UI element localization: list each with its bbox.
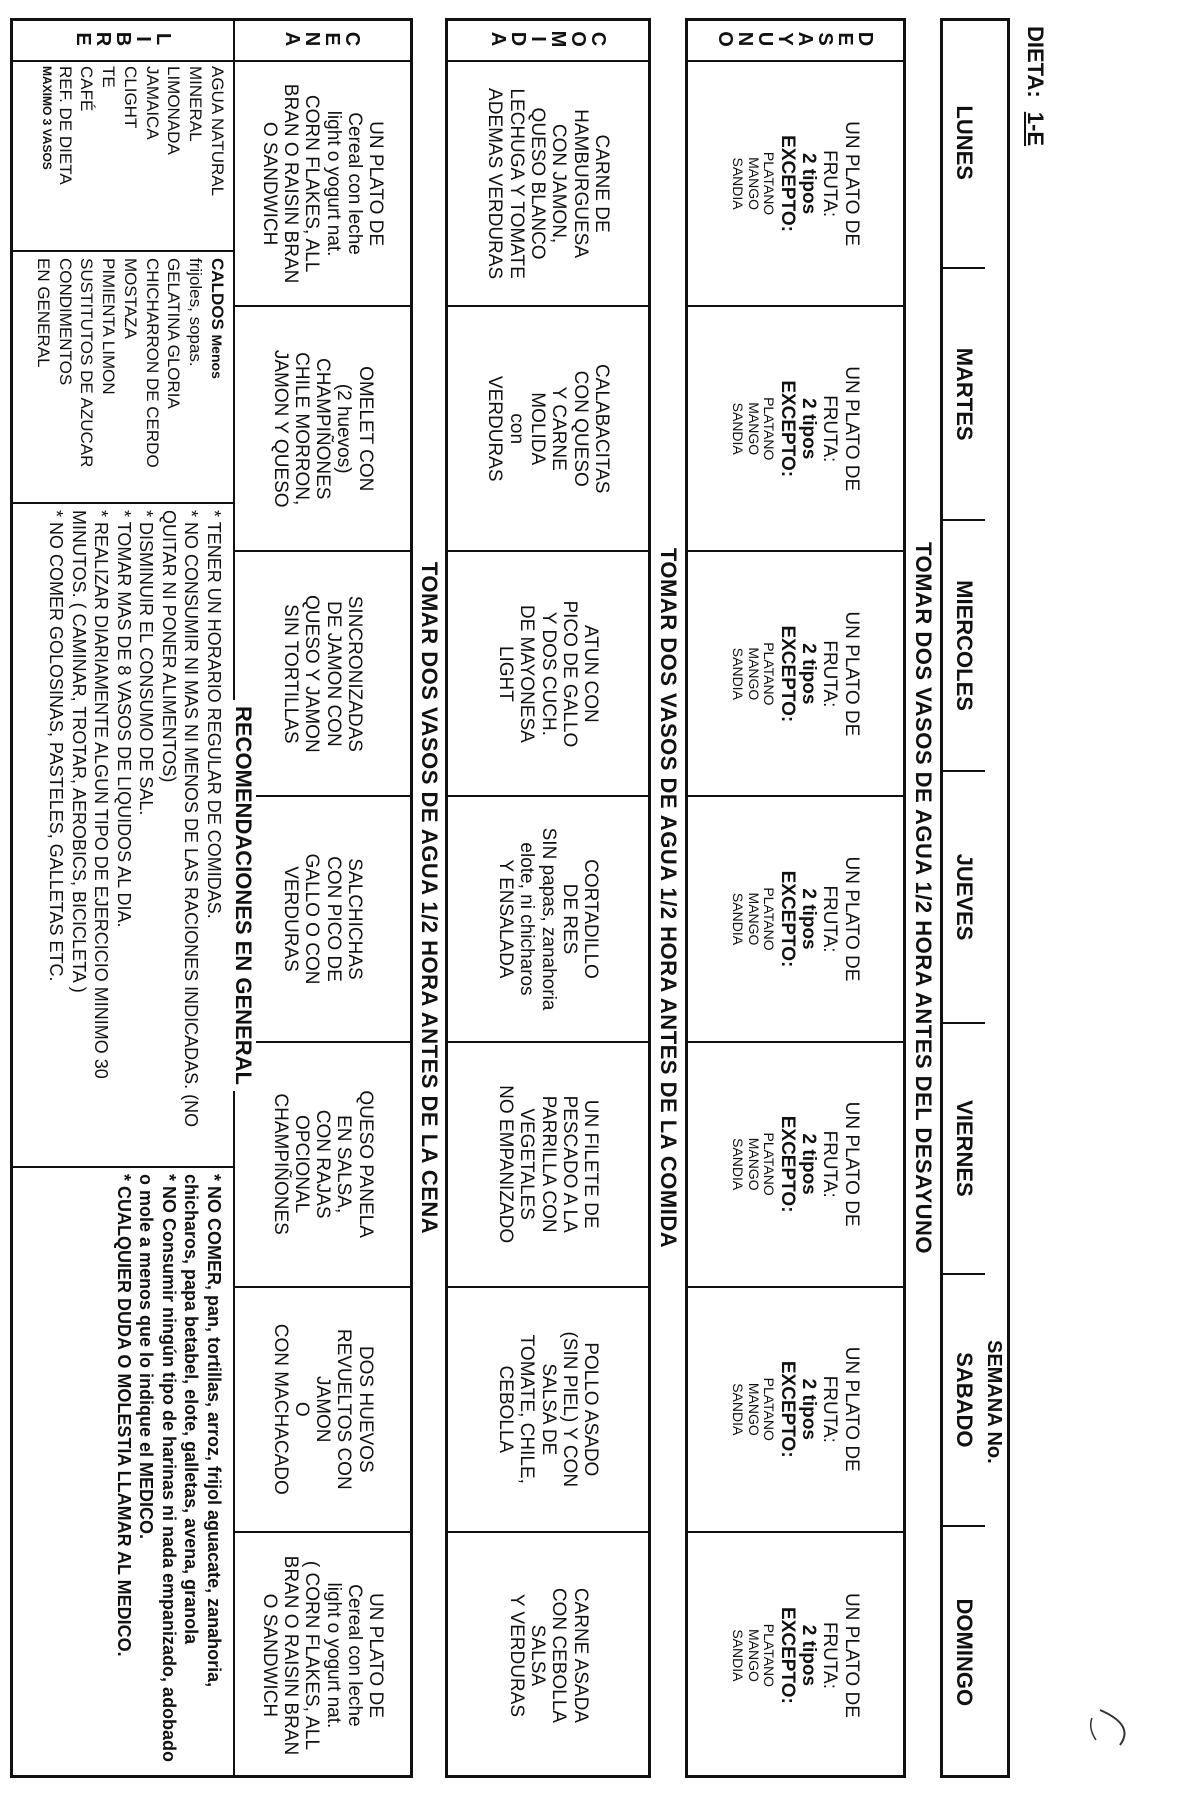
meal-line: CON CEBOLLA <box>548 1587 570 1723</box>
libre-item: GELATINA GLORIA <box>164 258 184 409</box>
label-letter: A <box>487 31 509 47</box>
fruit-line: UN PLATO DE <box>840 366 862 492</box>
cena-cell <box>235 552 410 797</box>
meal-line: JAMON <box>312 1376 334 1443</box>
semana-label: SEMANA No. <box>983 1340 1005 1464</box>
row-label-cena <box>235 18 410 62</box>
recomendaciones-list-left <box>45 510 225 1160</box>
recomendacion-item: * NO CONSUMIR NI MAS NI MENOS DE LAS RACIONES INDICADAS. (NO QUITAR NI PONER ALIMENTOS) <box>158 510 203 1160</box>
libre-item: CAFÉ <box>77 66 97 112</box>
recomendacion-item: * CUALQUIER DUDA O MOLESTIA LLAMAR AL MEDICO. <box>113 1174 136 1774</box>
fruit-excluded-item: MANGO <box>745 892 762 946</box>
label-letter: A <box>794 31 817 47</box>
band-cena: TOMAR DOS VASOS DE AGUA 1/2 HORA ANTES DE LA CENA <box>410 18 448 1778</box>
fruit-excluded-item: MANGO <box>745 402 762 456</box>
recomendaciones-title: RECOMENDACIONES EN GENERAL <box>230 700 256 1091</box>
day-header-row <box>943 18 985 1778</box>
day-jueves: JUEVES <box>943 772 985 1023</box>
label-letter: N <box>301 31 324 47</box>
fruit-excluded-item: SANDIA <box>730 402 747 455</box>
label-letter: I <box>132 36 154 42</box>
fruit-excluded-item: PLATANO <box>761 1132 778 1196</box>
meal-line: CARNE ASADA <box>569 1587 591 1723</box>
meal-line: CORN FLAKES, ALL <box>301 94 323 273</box>
meal-line: light o yogurt nat. <box>322 110 344 257</box>
label-letter: B <box>112 31 134 47</box>
cena-row <box>235 62 410 1778</box>
meal-line: SINCRONIZADAS <box>344 595 366 752</box>
meal-line: OPCIONAL <box>290 1115 312 1214</box>
fruit-line: FRUTA: <box>819 1375 841 1443</box>
meal-line: TOMATE, CHILE, <box>516 1334 538 1484</box>
comida-row <box>448 62 648 1778</box>
meal-line: QUESO Y JAMON <box>301 595 323 753</box>
fruit-types: 2 tipos <box>798 643 820 705</box>
libre-item: MAXIMO 3 VASOS <box>40 66 54 170</box>
meal-line: O <box>290 1401 312 1417</box>
meal-line: Y ENSALADA <box>495 859 517 979</box>
day-lunes: LUNES <box>943 18 985 269</box>
label-letter: A <box>281 31 304 47</box>
fruit-except: EXCEPTO: <box>776 380 798 478</box>
fruit-line: FRUTA: <box>819 149 841 218</box>
fruit-line: FRUTA: <box>819 395 841 463</box>
meal-line: con <box>505 413 527 445</box>
recomendacion-item: * NO COMER GOLOSINAS, PASTELES, GALLETAS ETC. <box>45 510 68 1160</box>
label-letter: O <box>714 31 737 47</box>
meal-line: CON JAMON, <box>548 123 570 244</box>
fruit-excluded-item: SANDIA <box>730 892 747 946</box>
desayuno-cell <box>688 1043 903 1288</box>
fruit-types: 2 tipos <box>798 1133 820 1195</box>
comida-cell <box>448 1043 648 1288</box>
meal-line: CHAMPIÑONES <box>312 357 334 500</box>
cena-cell <box>235 307 410 552</box>
fruit-excluded-item: MANGO <box>745 1137 762 1191</box>
label-letter: Y <box>774 32 797 46</box>
label-letter: N <box>734 31 757 47</box>
meal-line: (2 huevos) <box>333 383 355 474</box>
label-letter: E <box>321 32 344 46</box>
caldos-title: CALDOS <box>208 258 227 330</box>
desayuno-cell <box>688 797 903 1042</box>
recomendaciones-list-right <box>113 1174 226 1774</box>
libre-item: frijoles, sopas. <box>186 258 206 367</box>
day-miercoles: MIERCOLES <box>943 521 985 772</box>
desayuno-cell <box>688 62 903 307</box>
libre-item: SUSTITUTOS DE AZUCAR <box>77 258 97 468</box>
meal-line: UN PLATO DE <box>365 1592 387 1718</box>
label-letter: M <box>547 30 569 48</box>
meal-line: QUESO PANELA <box>354 1090 376 1238</box>
meal-line: Y CARNE <box>548 386 570 471</box>
meal-line: PESCADO A LA <box>558 1095 580 1233</box>
meal-line: DOS HUEVOS <box>354 1345 376 1473</box>
fruit-types: 2 tipos <box>798 152 820 215</box>
recomendacion-item: * REALIZAR DIARIAMENTE ALGUN TIPO DE EJERCICIO MINIMO 30 MINUTOS. ( CAMINAR, TROTAR, AEROBICS, BICICLETA ) <box>68 510 113 1160</box>
band-desayuno: TOMAR DOS VASOS DE AGUA 1/2 HORA ANTES DEL DESAYUNO <box>903 18 943 1778</box>
fruit-line: UN PLATO DE <box>840 121 862 247</box>
meal-line: Y VERDURAS <box>505 1593 527 1717</box>
meal-line: elote, ni chicharos <box>516 842 538 996</box>
meal-line: PICO DE GALLO <box>558 600 580 748</box>
divider <box>13 1166 233 1168</box>
desayuno-cell <box>688 552 903 797</box>
meal-line: BRAN O RAISIN BRAN <box>280 1555 302 1756</box>
desayuno-row <box>688 62 903 1778</box>
fruit-line: UN PLATO DE <box>840 611 862 737</box>
meal-line: SALSA <box>527 1624 548 1687</box>
meal-line: NO EMPANIZADO <box>495 1085 517 1244</box>
fruit-except: EXCEPTO: <box>776 1115 798 1213</box>
meal-line: REVUELTOS CON <box>333 1328 355 1490</box>
libre-item: MOSTAZA <box>121 258 140 339</box>
meal-line: OMELET CON <box>354 366 376 492</box>
meal-line: light o yogurt nat. <box>322 1582 344 1729</box>
libre-item: LIMONADA <box>164 66 184 155</box>
row-label-comida <box>448 18 648 62</box>
meal-line: UN PLATO DE <box>365 121 387 247</box>
dieta-header <box>1022 26 1048 146</box>
comida-cell <box>448 62 648 307</box>
meal-line: VERDURAS <box>484 375 506 482</box>
libre-item: CONDIMENTOS <box>55 258 75 386</box>
fruit-types: 2 tipos <box>798 1378 820 1440</box>
comida-cell <box>448 552 648 797</box>
dieta-value: 1-E <box>1023 111 1048 147</box>
fruit-types: 2 tipos <box>798 398 820 460</box>
libre-item: CHICHARRON DE CERDO <box>142 258 162 468</box>
fruit-except: EXCEPTO: <box>776 625 798 723</box>
meal-line: CON MACHACADO <box>269 1323 291 1495</box>
meal-line: DE JAMON CON <box>322 601 344 747</box>
meal-line: SIN TORTILLAS <box>280 604 302 744</box>
label-letter: S <box>814 32 837 46</box>
divider <box>13 502 233 504</box>
row-label-desayuno <box>688 18 903 62</box>
meal-line: BRAN O RAISIN BRAN <box>280 83 302 284</box>
fruit-except: EXCEPTO: <box>776 1360 798 1458</box>
libre-item: EN GENERAL <box>34 258 53 368</box>
label-letter: D <box>854 31 877 47</box>
label-letter: E <box>834 32 857 46</box>
recomendacion-item: * TOMAR MAS DE 8 VASOS DE LIQUIDOS AL DIA. <box>113 510 136 1160</box>
fruit-line: FRUTA: <box>819 1130 841 1198</box>
meal-line: ATUN CON <box>580 624 602 723</box>
fruit-types: 2 tipos <box>798 1624 820 1687</box>
libre-item: JAMAICA <box>142 66 162 140</box>
meal-line: QUESO BLANCO <box>527 107 548 260</box>
meal-line: VEGETALES <box>516 1108 538 1220</box>
dieta-label: DIETA: <box>1023 26 1048 98</box>
label-letter: I <box>527 36 549 42</box>
meal-line: SALSA DE <box>537 1363 559 1456</box>
band-comida: TOMAR DOS VASOS DE AGUA 1/2 HORA ANTES DE LA COMIDA <box>648 18 688 1778</box>
label-letter: C <box>587 31 609 47</box>
meal-line: DE RES <box>558 883 580 955</box>
recomendacion-item: * NO COMER, pan, tortillas, arroz, frijol aguacate, zanahoria, chicharos, papa betabel, elote, galletas, avena, granola <box>180 1174 225 1774</box>
desayuno-cell <box>688 1533 903 1778</box>
meal-line: CEBOLLA <box>495 1365 517 1454</box>
fruit-except: EXCEPTO: <box>776 135 798 232</box>
day-martes: MARTES <box>943 269 985 520</box>
meal-line: UN FILETE DE <box>580 1099 602 1229</box>
label-letter: O <box>567 31 589 47</box>
fruit-excluded-item: PLATANO <box>761 151 778 216</box>
meal-line: CON QUESO <box>569 370 591 487</box>
meal-line: CALABACITAS <box>590 363 612 494</box>
meal-line: ( CORN FLAKES, ALL <box>301 1560 323 1750</box>
meal-line: CON RAJAS <box>312 1109 334 1219</box>
caldos-small: Menos <box>209 334 225 379</box>
comida-cell <box>448 307 648 552</box>
fruit-line: UN PLATO DE <box>840 856 862 982</box>
meal-line: LECHUGA Y TOMATE <box>505 88 527 279</box>
meal-line: HAMBURGUESA <box>569 109 591 258</box>
fruit-excluded-item: MANGO <box>745 1382 762 1436</box>
libre-item: CLIGHT <box>121 66 140 129</box>
fruit-excluded-item: MANGO <box>745 647 762 701</box>
fruit-excluded-item: SANDIA <box>730 1629 747 1682</box>
fruit-line: FRUTA: <box>819 640 841 708</box>
divider <box>13 250 233 252</box>
meal-line: CHILE MORRON, <box>290 352 312 506</box>
day-viernes: VIERNES <box>943 1024 985 1275</box>
label-letter: L <box>152 32 174 46</box>
meal-line: O SANDWICH <box>258 121 280 246</box>
pen-mark-icon <box>1080 1700 1140 1760</box>
meal-line: DE MAYONESA <box>516 604 538 743</box>
fruit-excluded-item: SANDIA <box>730 1138 747 1191</box>
label-letter: U <box>754 31 777 47</box>
meal-line: Cereal con leche <box>344 1584 366 1727</box>
comida-cell <box>448 1288 648 1533</box>
libre-drinks-list <box>39 66 228 246</box>
meal-line: Cereal con leche <box>344 112 366 255</box>
libre-free-foods <box>32 258 228 498</box>
meal-line: (SIN PIEL) Y CON <box>558 1331 580 1488</box>
comida-cell <box>448 797 648 1042</box>
fruit-excluded-item: PLATANO <box>761 397 778 461</box>
meal-line: GALLO O CON <box>301 853 323 985</box>
cena-cell <box>235 1043 410 1288</box>
meal-line: JAMON Y QUESO <box>269 349 291 508</box>
recomendacion-item: * NO Consumir ningún tipo de harinas ni nada empanizado, adobado o mole a menos que lo indique el MEDICO. <box>135 1174 180 1774</box>
day-sabado: SABADO <box>943 1275 985 1526</box>
meal-line: MOLIDA <box>527 392 548 466</box>
recomendacion-item: * DISMINUIR EL CONSUMO DE SAL. <box>135 510 158 1160</box>
libre-item: PIMIENTA LIMON <box>99 258 119 395</box>
fruit-except: EXCEPTO: <box>776 870 798 968</box>
libre-item: MINERAL <box>186 66 206 142</box>
fruit-line: FRUTA: <box>819 1621 841 1690</box>
meal-line: PARRILLA CON <box>537 1095 559 1233</box>
fruit-excluded-item: SANDIA <box>730 647 747 700</box>
fruit-line: UN PLATO DE <box>840 1346 862 1472</box>
desayuno-cell <box>688 307 903 552</box>
fruit-excluded-item: MANGO <box>745 1628 762 1682</box>
cena-cell <box>235 1533 410 1778</box>
fruit-except: EXCEPTO: <box>776 1607 798 1704</box>
cena-cell <box>235 1288 410 1533</box>
meal-line: CARNE DE <box>590 134 612 233</box>
fruit-excluded-item: SANDIA <box>730 1383 747 1436</box>
fruit-line: UN PLATO DE <box>840 1592 862 1718</box>
label-letter: R <box>92 31 114 47</box>
comida-cell <box>448 1533 648 1778</box>
fruit-excluded-item: PLATANO <box>761 1623 778 1688</box>
row-label-libre <box>13 18 233 62</box>
recomendacion-item: * TENER UN HORARIO REGULAR DE COMIDAS. <box>203 510 226 1160</box>
libre-item: AGUA NATURAL <box>208 66 227 197</box>
label-letter: D <box>507 31 529 47</box>
fruit-types: 2 tipos <box>798 888 820 950</box>
cena-cell <box>235 62 410 307</box>
meal-line: O SANDWICH <box>258 1593 280 1718</box>
meal-line: LIGHT <box>495 645 517 702</box>
meal-line: EN SALSA, <box>333 1115 355 1214</box>
day-domingo: DOMINGO <box>952 1598 977 1707</box>
fruit-line: FRUTA: <box>819 885 841 953</box>
libre-item: REF. DE DIETA <box>55 66 75 185</box>
meal-line: CHAMPIÑONES <box>269 1093 291 1235</box>
fruit-excluded-item: PLATANO <box>761 642 778 706</box>
fruit-line: UN PLATO DE <box>840 1101 862 1227</box>
meal-line: POLLO ASADO <box>580 1342 602 1477</box>
fruit-excluded-item: MANGO <box>745 157 762 211</box>
meal-line: CORTADILLO <box>580 859 602 979</box>
cena-cell <box>235 797 410 1042</box>
meal-line: VERDURAS <box>280 866 302 972</box>
meal-line: SALCHICHAS <box>344 858 366 980</box>
libre-item: TE <box>99 66 119 88</box>
meal-line: ADEMAS VERDURAS <box>484 88 506 280</box>
meal-line: SIN papas, zanahoria <box>537 827 559 1011</box>
label-letter: E <box>72 32 94 46</box>
meal-line: Y DOS CUCH. <box>537 611 559 736</box>
fruit-excluded-item: PLATANO <box>761 887 778 951</box>
libre-free-foods-list <box>32 258 206 498</box>
fruit-excluded-item: SANDIA <box>730 157 747 210</box>
desayuno-cell <box>688 1288 903 1533</box>
label-letter: C <box>341 31 364 47</box>
fruit-excluded-item: PLATANO <box>761 1377 778 1441</box>
meal-line: CON PICO DE <box>322 856 344 982</box>
